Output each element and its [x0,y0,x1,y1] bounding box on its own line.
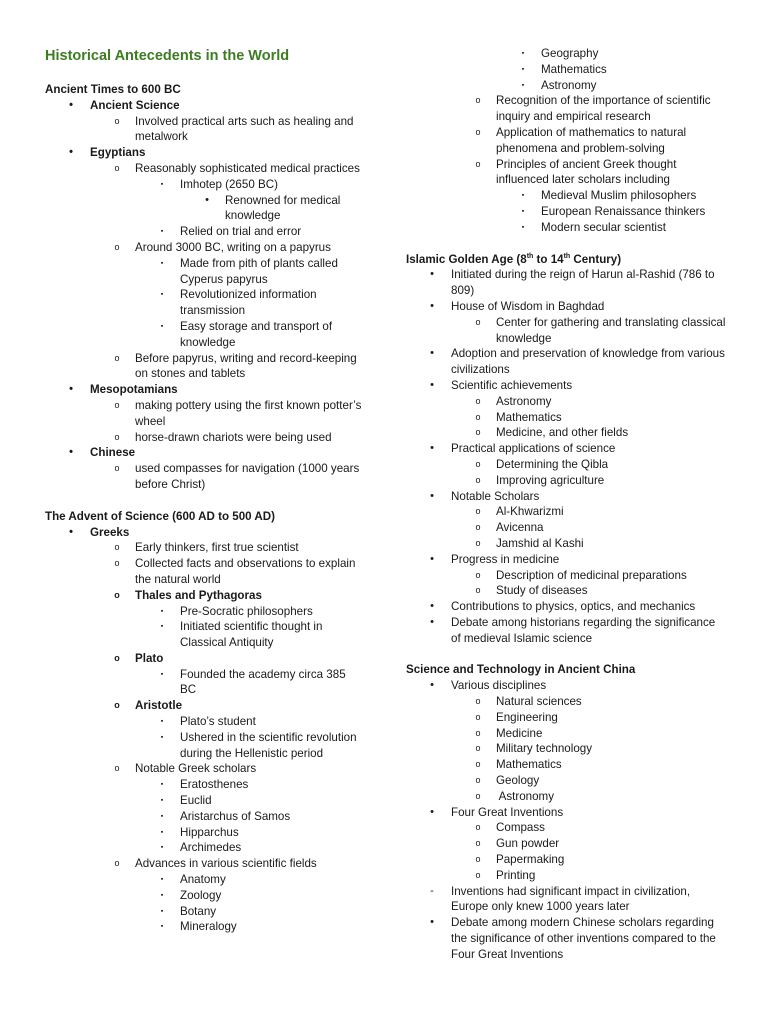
square-bullet: ▪ [160,797,164,805]
circle-bullet: o [114,463,120,474]
disc-bullet: • [430,615,434,628]
spacer [45,493,363,509]
circle-bullet: o [475,474,481,485]
circle-bullet: o [475,869,481,880]
list-item: o Application of mathematics to natural phenomena and problem-solving [406,125,726,157]
circle-bullet: o [475,126,481,137]
disc-bullet: • [430,378,434,391]
list-item: o Papermaking [406,852,726,868]
circle-bullet: o [114,115,120,126]
section-list [406,46,726,236]
list-item: o Before papyrus, writing and record-keeping on stones and tablets [45,351,363,383]
list-item: o Avicenna [406,520,726,536]
list-item: • Debate among modern Chinese scholars regarding the significance of other inventions compared to the Four Great Inventions [406,915,726,962]
list-item: ▪ Pre-Socratic philosophers [45,604,363,620]
circle-bullet: o [475,759,481,770]
list-item: • Greeks [45,525,363,541]
disc-bullet: • [69,146,73,159]
section-list [45,98,363,493]
square-bullet: ▪ [160,733,164,741]
list-item: o Mathematics [406,757,726,773]
list-item: o Plato [45,651,363,667]
list-item: ▪ Anatomy [45,872,363,888]
list-item: o Medicine, and other fields [406,425,726,441]
square-bullet: ▪ [160,670,164,678]
list-item: o Principles of ancient Greek thought influenced later scholars including [406,157,726,189]
circle-bullet: o [475,395,481,406]
circle-bullet: o [114,162,120,173]
circle-bullet: o [475,522,481,533]
list-item: o Jamshid al Kashi [406,536,726,552]
square-bullet: ▪ [160,322,164,330]
square-bullet: ▪ [160,828,164,836]
list-item: o Involved practical arts such as healing and metalwork [45,114,363,146]
list-item: o Astronomy [406,789,726,805]
section-list [406,678,726,962]
list-item: ▪ Imhotep (2650 BC) [45,177,363,193]
circle-bullet: o [114,542,120,553]
disc-bullet: • [430,805,434,818]
disc-bullet: • [430,268,434,281]
circle-bullet: o [475,711,481,722]
list-item: o horse-drawn chariots were being used [45,430,363,446]
circle-bullet: o [114,589,120,600]
dash-bullet: - [430,884,434,897]
list-item: ▪ Eratosthenes [45,777,363,793]
list-item: ▪ Made from pith of plants called Cyperus papyrus [45,256,363,288]
list-item: • Debate among historians regarding the significance of medieval Islamic science [406,615,726,647]
square-bullet: ▪ [160,891,164,899]
square-bullet: ▪ [521,223,525,231]
disc-bullet: • [69,98,73,111]
square-bullet: ▪ [160,781,164,789]
list-item: ▪ Hipparchus [45,825,363,841]
list-item: • Notable Scholars [406,489,726,505]
circle-bullet: o [114,858,120,869]
square-bullet: ▪ [521,192,525,200]
list-item: • Scientific achievements [406,378,726,394]
section-heading: Ancient Times to 600 BC [45,83,181,96]
list-item: o Reasonably sophisticated medical practices [45,161,363,177]
circle-bullet: o [114,763,120,774]
circle-bullet: o [475,427,481,438]
list-item: o Center for gathering and translating classical knowledge [406,315,726,347]
disc-bullet: • [69,383,73,396]
square-bullet: ▪ [160,907,164,915]
disc-bullet: • [430,489,434,502]
circle-bullet: o [475,727,481,738]
square-bullet: ▪ [521,207,525,215]
list-item: o Description of medicinal preparations [406,568,726,584]
list-item: • Egyptians [45,145,363,161]
circle-bullet: o [475,569,481,580]
square-bullet: ▪ [160,923,164,931]
circle-bullet: o [114,352,120,363]
list-item: ▪ Relied on trial and error [45,224,363,240]
list-item: • Initiated during the reign of Harun al-Rashid (786 to 809) [406,267,726,299]
list-item: • Contributions to physics, optics, and mechanics [406,599,726,615]
list-item: ▪ Aristarchus of Samos [45,809,363,825]
circle-bullet: o [475,316,481,327]
list-item: o making pottery using the first known potter’s wheel [45,398,363,430]
list-item: o Determining the Qibla [406,457,726,473]
list-item: o used compasses for navigation (1000 years before Christ) [45,461,363,493]
section-heading: The Advent of Science (600 AD to 500 AD) [45,509,275,523]
list-item: o Astronomy [406,394,726,410]
spacer [406,236,726,252]
circle-bullet: o [114,700,120,711]
list-item: o Natural sciences [406,694,726,710]
right-column [406,46,726,963]
square-bullet: ▪ [160,623,164,631]
circle-bullet: o [475,822,481,833]
list-item: • Four Great Inventions [406,805,726,821]
list-item: ▪ Initiated scientific thought in Classical Antiquity [45,619,363,651]
list-item: o Around 3000 BC, writing on a papyrus [45,240,363,256]
disc-bullet: • [205,193,209,206]
list-item: • Mesopotamians [45,382,363,398]
section-list [45,525,363,936]
list-item: ▪ Astronomy [406,78,726,94]
list-item: ▪ Ushered in the scientific revolution during the Hellenistic period [45,730,363,762]
list-item: ▪ European Renaissance thinkers [406,204,726,220]
list-item: ▪ Mineralogy [45,919,363,935]
list-item: ▪ Archimedes [45,840,363,856]
circle-bullet: o [475,790,481,801]
disc-bullet: • [430,347,434,360]
section-list [406,267,726,646]
square-bullet: ▪ [160,228,164,236]
list-item: • House of Wisdom in Baghdad [406,299,726,315]
square-bullet: ▪ [160,607,164,615]
list-item: o Printing [406,868,726,884]
list-item: o Notable Greek scholars [45,761,363,777]
square-bullet: ▪ [160,812,164,820]
list-item: o Engineering [406,710,726,726]
circle-bullet: o [114,558,120,569]
square-bullet: ▪ [521,50,525,57]
document-title: Historical Antecedents in the World [45,48,290,64]
disc-bullet: • [430,552,434,565]
list-item: • Practical applications of science [406,441,726,457]
circle-bullet: o [114,241,120,252]
circle-bullet: o [114,431,120,442]
list-item: ▪ Mathematics [406,62,726,78]
square-bullet: ▪ [521,65,525,73]
circle-bullet: o [475,696,481,707]
list-item: - Inventions had significant impact in civilization, Europe only knew 1000 years later [406,884,726,916]
circle-bullet: o [475,854,481,865]
list-item: o Study of diseases [406,583,726,599]
circle-bullet: o [114,399,120,410]
circle-bullet: o [475,158,481,169]
left-column [45,82,363,935]
list-item: o Advances in various scientific fields [45,856,363,872]
square-bullet: ▪ [160,718,164,726]
list-item: ▪ Euclid [45,793,363,809]
list-item: ▪ Founded the academy circa 385 BC [45,667,363,699]
circle-bullet: o [475,838,481,849]
list-item: ▪ Modern secular scientist [406,220,726,236]
square-bullet: ▪ [160,291,164,299]
circle-bullet: o [475,585,481,596]
list-item: • Progress in medicine [406,552,726,568]
list-item: o Aristotle [45,698,363,714]
list-item: o Collected facts and observations to explain the natural world [45,556,363,588]
list-item: o Mathematics [406,410,726,426]
disc-bullet: • [430,600,434,613]
list-item: o Improving agriculture [406,473,726,489]
square-bullet: ▪ [160,844,164,852]
list-item: ▪ Geography [406,46,726,62]
disc-bullet: • [430,679,434,692]
list-item: • Ancient Science [45,98,363,114]
list-item: ▪ Botany [45,904,363,920]
list-item: ▪ Medieval Muslim philosophers [406,188,726,204]
list-item: • Various disciplines [406,678,726,694]
square-bullet: ▪ [160,259,164,267]
list-item: ▪ Plato’s student [45,714,363,730]
circle-bullet: o [114,652,120,663]
list-item: • Chinese [45,445,363,461]
disc-bullet: • [430,916,434,929]
disc-bullet: • [69,446,73,459]
circle-bullet: o [475,537,481,548]
list-item: o Recognition of the importance of scientific inquiry and empirical research [406,93,726,125]
list-item: o Gun powder [406,836,726,852]
list-item: • Adoption and preservation of knowledge from various civilizations [406,346,726,378]
circle-bullet: o [475,458,481,469]
list-item: o Al-Khwarizmi [406,504,726,520]
list-item: ▪ Revolutionized information transmission [45,287,363,319]
spacer [406,646,726,662]
circle-bullet: o [475,506,481,517]
disc-bullet: • [69,525,73,538]
list-item: ▪ Easy storage and transport of knowledge [45,319,363,351]
circle-bullet: o [475,775,481,786]
list-item: o Military technology [406,741,726,757]
square-bullet: ▪ [160,876,164,884]
list-item: ▪ Zoology [45,888,363,904]
list-item: o Medicine [406,726,726,742]
section-heading: Islamic Golden Age (8th to 14th Century) [406,252,622,266]
list-item: • Renowned for medical knowledge [45,193,363,225]
circle-bullet: o [475,743,481,754]
list-item: o Compass [406,820,726,836]
disc-bullet: • [430,442,434,455]
list-item: o Thales and Pythagoras [45,588,363,604]
square-bullet: ▪ [521,81,525,89]
section-heading: Science and Technology in Ancient China [406,663,636,677]
list-item: o Geology [406,773,726,789]
list-item: o Early thinkers, first true scientist [45,540,363,556]
disc-bullet: • [430,299,434,312]
square-bullet: ▪ [160,180,164,188]
circle-bullet: o [475,95,481,106]
circle-bullet: o [475,411,481,422]
